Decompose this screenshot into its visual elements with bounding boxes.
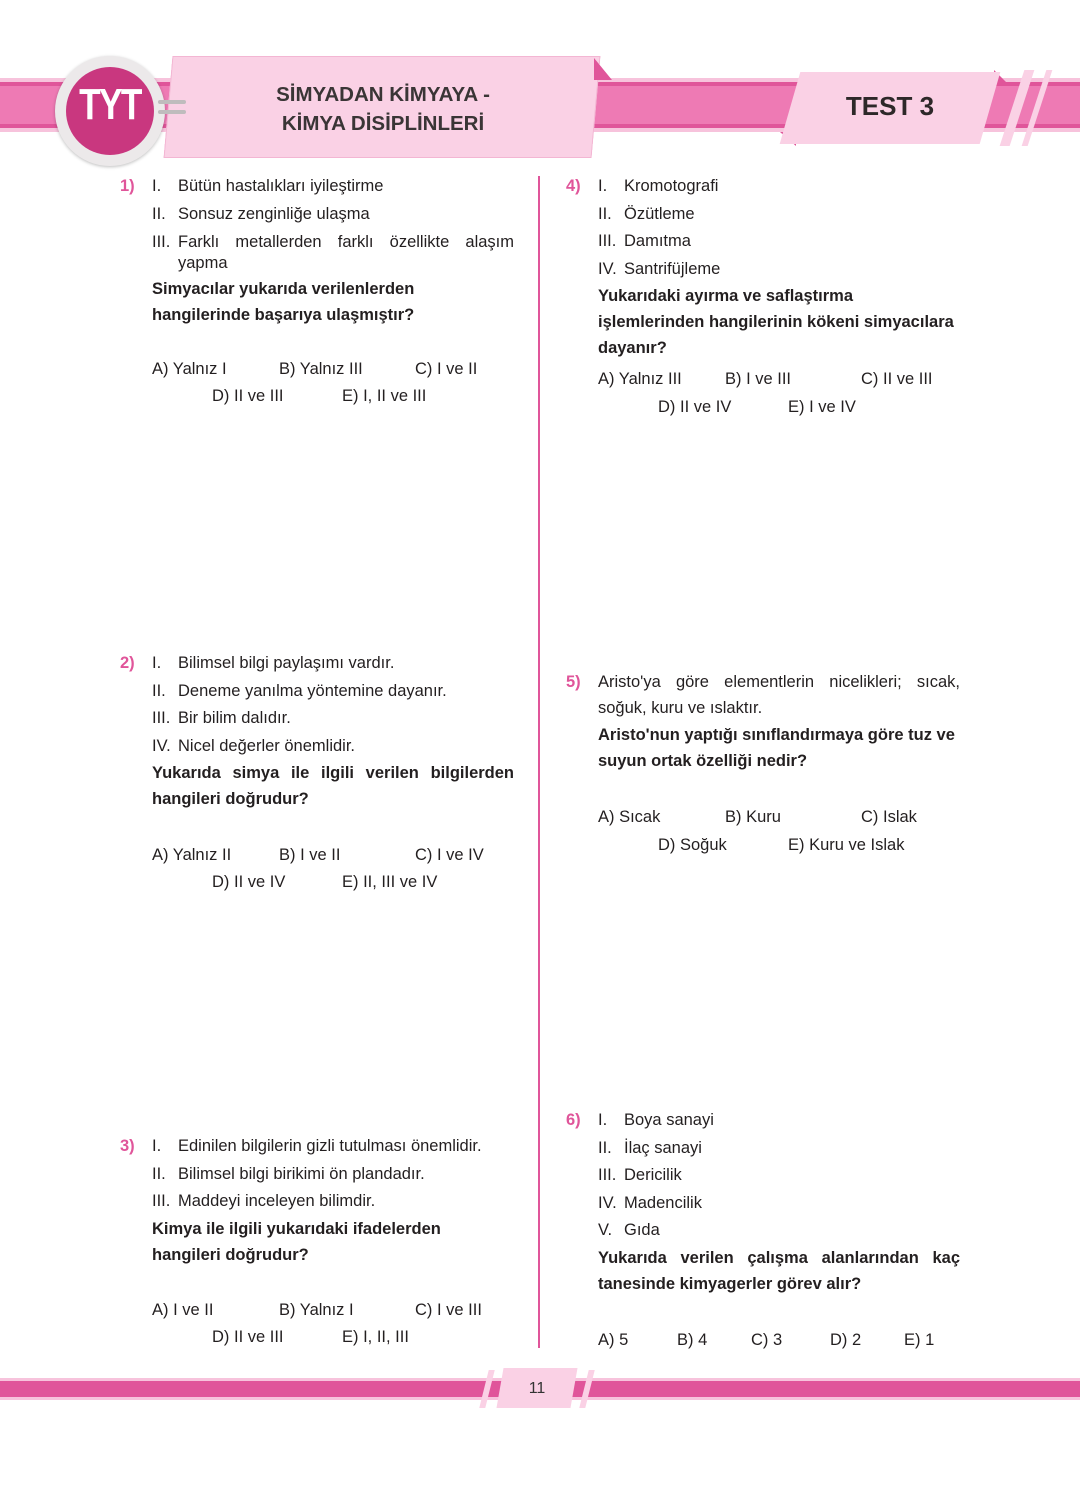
roman-numeral: IV. xyxy=(598,1193,617,1212)
option-c[interactable]: C) I ve IV xyxy=(415,846,484,864)
roman-numeral: IV. xyxy=(152,736,171,755)
test-label: TEST 3 xyxy=(845,91,935,121)
statement-text: Madencilik xyxy=(624,1193,702,1212)
option-d[interactable]: D) II ve IV xyxy=(658,398,732,416)
statement-text: Farklı metallerden farklı özellikte alaşım yapma xyxy=(178,233,514,272)
page-title-line1: SİMYADAN KİMYAYA - xyxy=(276,83,490,106)
option-c[interactable]: C) Islak xyxy=(861,808,917,826)
statement-item xyxy=(152,678,514,706)
option-a[interactable]: A) Sıcak xyxy=(598,808,661,826)
statement-text: Dericilik xyxy=(624,1166,682,1184)
question-5 xyxy=(598,669,960,774)
question-1 xyxy=(152,173,514,328)
option-e[interactable]: E) I, II, III xyxy=(342,1328,409,1346)
option-a[interactable]: A) Yalnız II xyxy=(152,846,232,864)
question-number: 4) xyxy=(566,177,581,195)
roman-numeral: IV. xyxy=(598,259,617,278)
option-b[interactable]: B) Kuru xyxy=(725,808,781,826)
roman-numeral: II. xyxy=(598,1138,612,1157)
logo-bar-decoration xyxy=(158,110,186,114)
header-triangle-decoration xyxy=(594,58,612,80)
option-d[interactable]: D) 2 xyxy=(830,1331,862,1349)
statement-item xyxy=(152,173,514,201)
roman-numeral: III. xyxy=(598,232,617,250)
question-4 xyxy=(598,173,960,361)
statement-item xyxy=(598,1190,960,1218)
option-d[interactable]: D) II ve III xyxy=(212,387,284,405)
option-a[interactable]: A) 5 xyxy=(598,1331,629,1349)
option-c[interactable]: C) 3 xyxy=(751,1331,783,1349)
question-stem: Yukarıdaki ayırma ve saflaştırma işlemlerinden hangilerinin kökeni simyacılara dayanır? xyxy=(598,287,954,357)
statement-text: Kromotografi xyxy=(624,177,719,195)
option-e[interactable]: E) I, II ve III xyxy=(342,387,427,405)
statement-text: İlaç sanayi xyxy=(624,1138,702,1157)
logo-bar-decoration xyxy=(158,100,186,104)
statement-text: Sonsuz zenginliğe ulaşma xyxy=(178,204,370,223)
page-title xyxy=(228,80,538,138)
statement-item xyxy=(598,201,960,229)
question-2 xyxy=(152,650,514,812)
statement-text: Maddeyi inceleyen bilimdir. xyxy=(178,1192,376,1210)
option-c[interactable]: C) I ve II xyxy=(415,360,478,378)
roman-numeral: III. xyxy=(152,233,171,251)
statement-item xyxy=(152,1161,514,1189)
statement-item xyxy=(598,173,960,201)
roman-numeral: II. xyxy=(152,681,166,700)
question-number: 3) xyxy=(120,1137,135,1155)
option-b[interactable]: B) Yalnız I xyxy=(279,1301,354,1319)
statement-item xyxy=(152,1133,514,1161)
statement-item xyxy=(152,201,514,229)
roman-numeral: II. xyxy=(598,204,612,223)
question-3 xyxy=(152,1133,514,1268)
statement-item xyxy=(598,1107,960,1135)
roman-numeral: I. xyxy=(152,177,162,195)
question-number: 5) xyxy=(566,673,581,691)
option-c[interactable]: C) II ve III xyxy=(861,370,933,388)
question-number: 6) xyxy=(566,1111,581,1129)
statement-text: Bütün hastalıkları iyileştirme xyxy=(178,177,384,195)
roman-numeral: I. xyxy=(598,177,608,195)
option-a[interactable]: A) Yalnız I xyxy=(152,360,227,378)
statement-text: Boya sanayi xyxy=(624,1111,714,1129)
statement-text: Bilimsel bilgi birikimi ön plandadır. xyxy=(178,1164,425,1183)
option-d[interactable]: D) II ve III xyxy=(212,1328,284,1346)
page-number: 11 xyxy=(528,1380,546,1397)
tyt-logo: TYT xyxy=(79,80,141,129)
statement-item xyxy=(152,650,514,678)
option-e[interactable]: E) 1 xyxy=(904,1331,935,1349)
roman-numeral: III. xyxy=(152,709,171,727)
option-d[interactable]: D) Soğuk xyxy=(658,836,727,854)
question-number: 2) xyxy=(120,654,135,672)
option-e[interactable]: E) I ve IV xyxy=(788,398,856,416)
question-6 xyxy=(598,1107,960,1297)
option-a[interactable]: A) Yalnız III xyxy=(598,370,682,388)
question-stem: Simyacılar yukarıda verilenlerden hangilerinde başarıya ulaşmıştır? xyxy=(152,280,415,324)
roman-numeral: III. xyxy=(598,1166,617,1184)
statement-item xyxy=(152,705,514,733)
statement-text: Gıda xyxy=(624,1221,660,1239)
question-number: 1) xyxy=(120,177,135,195)
statement-text: Bilimsel bilgi paylaşımı vardır. xyxy=(178,654,395,672)
option-b[interactable]: B) 4 xyxy=(677,1331,708,1349)
statement-text: Damıtma xyxy=(624,232,691,250)
option-e[interactable]: E) Kuru ve Islak xyxy=(788,836,905,854)
statement-item xyxy=(152,733,514,761)
roman-numeral: V. xyxy=(598,1221,613,1239)
question-stem: Aristo'nun yaptığı sınıflandırmaya göre tuz ve suyun ortak özelliği nedir? xyxy=(598,726,955,770)
statement-text: Nicel değerler önemlidir. xyxy=(178,736,355,755)
statement-item xyxy=(598,228,960,256)
question-stem: Kimya ile ilgili yukarıdaki ifadelerden hangileri doğrudur? xyxy=(152,1219,441,1264)
statement-item xyxy=(152,1188,514,1216)
statement-item xyxy=(152,232,514,274)
question-intro: Aristo'ya göre elementlerin nicelikleri; sıcak, soğuk, kuru ve ıslaktır. xyxy=(598,673,960,717)
statement-item xyxy=(598,256,960,284)
statement-text: Deneme yanılma yöntemine dayanır. xyxy=(178,681,447,700)
statement-text: Bir bilim dalıdır. xyxy=(178,709,291,727)
roman-numeral: III. xyxy=(152,1192,171,1210)
option-d[interactable]: D) II ve IV xyxy=(212,873,286,891)
option-b[interactable]: B) I ve III xyxy=(725,370,792,388)
option-c[interactable]: C) I ve III xyxy=(415,1301,482,1319)
statement-item xyxy=(598,1162,960,1190)
question-stem: Yukarıda verilen çalışma alanlarından kaç tanesinde kimyagerler görev alır? xyxy=(598,1248,960,1293)
question-stem: Yukarıda simya ile ilgili verilen bilgilerden hangileri doğrudur? xyxy=(152,764,514,808)
roman-numeral: I. xyxy=(152,654,162,672)
page-title-line2: KİMYA DİSİPLİNLERİ xyxy=(281,112,485,135)
statement-text: Santrifüjleme xyxy=(624,259,721,278)
option-a[interactable]: A) I ve II xyxy=(152,1301,214,1319)
roman-numeral: I. xyxy=(598,1111,608,1129)
statement-item xyxy=(598,1135,960,1163)
column-divider xyxy=(538,176,540,1348)
option-b[interactable]: B) I ve II xyxy=(279,846,341,864)
statement-text: Edinilen bilgilerin gizli tutulması önemlidir. xyxy=(178,1137,482,1155)
statement-item xyxy=(598,1217,960,1245)
roman-numeral: II. xyxy=(152,204,166,223)
roman-numeral: II. xyxy=(152,1164,166,1183)
roman-numeral: I. xyxy=(152,1137,162,1155)
statement-text: Özütleme xyxy=(624,204,695,223)
option-b[interactable]: B) Yalnız III xyxy=(279,360,363,378)
option-e[interactable]: E) II, III ve IV xyxy=(342,873,438,891)
